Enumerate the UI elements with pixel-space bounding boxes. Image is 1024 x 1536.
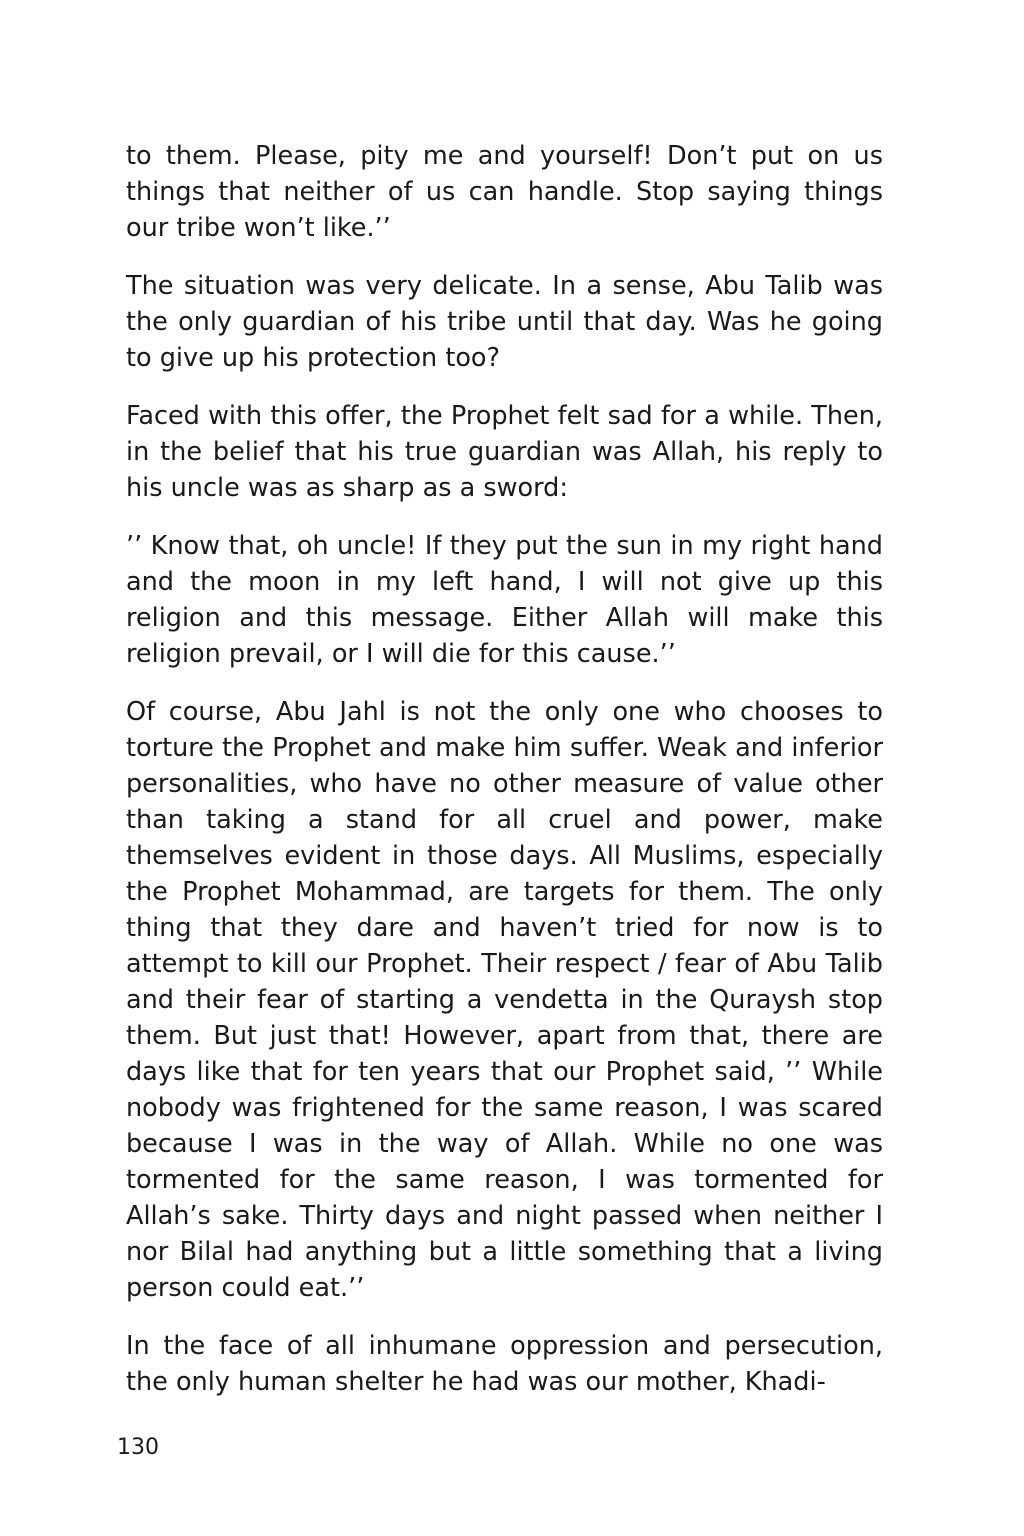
- page-number: 130: [117, 1435, 159, 1460]
- paragraph: ’’ Know that, oh uncle! If they put the sun in my right hand and the moon in my left hand, I will not give up this religion and this message. Either Allah will make this religion prevail, or I will die for this cause.’’: [126, 531, 883, 669]
- paragraph: The situation was very delicate. In a sense, Abu Talib was the only guardian of his tribe until that day. Was he going to give up his protection too?: [126, 271, 883, 373]
- body-text: [126, 138, 883, 1400]
- paragraph: Of course, Abu Jahl is not the only one who chooses to torture the Prophet and make him suffer. Weak and inferior personalities, who have no other measure of value other than taking a stand for all cruel and power, make themselves evident in those days. All Muslims, especially the Prophet Mohammad, are targets for them. The only thing that they dare and haven’t tried for now is to attempt to kill our Prophet. Their respect / fear of Abu Talib and their fear of starting a vendetta in the Quraysh stop them. But just that! However, apart from that, there are days like that for ten years that our Prophet said, ’’ While nobody was frightened for the same reason, I was scared because I was in the way of Allah. While no one was tormented for the same reason, I was tormented for Allah’s sake. Thirty days and night passed when neither I nor Bilal had anything but a little something that a living person could eat.’’: [126, 697, 883, 1303]
- paragraph: Faced with this offer, the Prophet felt sad for a while. Then, in the belief that his true guardian was Allah, his reply to his uncle was as sharp as a sword:: [126, 401, 883, 503]
- paragraph: to them. Please, pity me and yourself! Don’t put on us things that neither of us can handle. Stop saying things our tribe won’t like.’’: [126, 141, 883, 243]
- paragraph: In the face of all inhumane oppression and persecution, the only human shelter he had was our mother, Khadi-: [126, 1331, 883, 1397]
